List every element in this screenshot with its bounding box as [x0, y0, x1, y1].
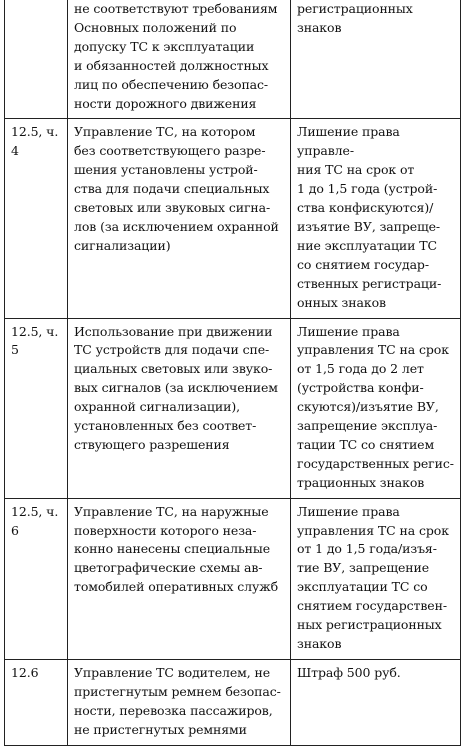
- penalty-cell: Лишение права управле- ния ТС на срок от 1 до 1,5 года (устрой- ства конфискуются)/ изъятие ВУ, запреще- ние эксплуатации ТС со снятием государ- ственных регистраци- онных знаков: [291, 119, 461, 318]
- penalty-cell: Штраф 500 руб.: [291, 659, 461, 745]
- table-row: [5, 498, 461, 659]
- table-row: [5, 119, 461, 318]
- article-code-cell: [5, 0, 68, 119]
- penalty-cell: регистрационных знаков: [291, 0, 461, 119]
- penalty-cell: Лишение права управления ТС на срок от 1 до 1,5 года/изъя- тие ВУ, запрещение эксплуатации ТС со снятием государствен- ных регистрационных знаков: [291, 498, 461, 659]
- article-code-cell: 12.5, ч. 4: [5, 119, 68, 318]
- article-code-cell: 12.5, ч. 5: [5, 318, 68, 498]
- offense-cell: Управление ТС, на котором без соответствующего разре- шения установлены устрой- ства для подачи специальных световых или звуковых сигна- лов (за исключением охранной сигнализации): [68, 119, 291, 318]
- article-code-cell: 12.6: [5, 659, 68, 745]
- table-row: [5, 659, 461, 745]
- offense-cell: Управление ТС водителем, не пристегнутым ремнем безопас- ности, перевозка пассажиров, не пристегнутых ремнями: [68, 659, 291, 745]
- offense-cell: Управление ТС, на наружные поверхности которого неза- конно нанесены специальные цветографические схемы ав- томобилей оперативных служб: [68, 498, 291, 659]
- penalty-cell: Лишение права управления ТС на срок от 1,5 года до 2 лет (устройства конфи- скуются)/изъятие ВУ, запрещение эксплуа- тации ТС со снятием государственных регис- трационных знаков: [291, 318, 461, 498]
- penalties-table: [4, 0, 461, 746]
- offense-cell: не соответствуют требованиям Основных положений по допуску ТС к эксплуатации и обязанностей должностных лиц по обеспечению безопас- ности дорожного движения: [68, 0, 291, 119]
- offense-cell: Использование при движении ТС устройств для подачи спе- циальных световых или звуко- вых сигналов (за исключением охранной сигнализации), установленных без соответ- ствующего разрешения: [68, 318, 291, 498]
- article-code-cell: 12.5, ч. 6: [5, 498, 68, 659]
- table-row: [5, 0, 461, 119]
- table-row: [5, 318, 461, 498]
